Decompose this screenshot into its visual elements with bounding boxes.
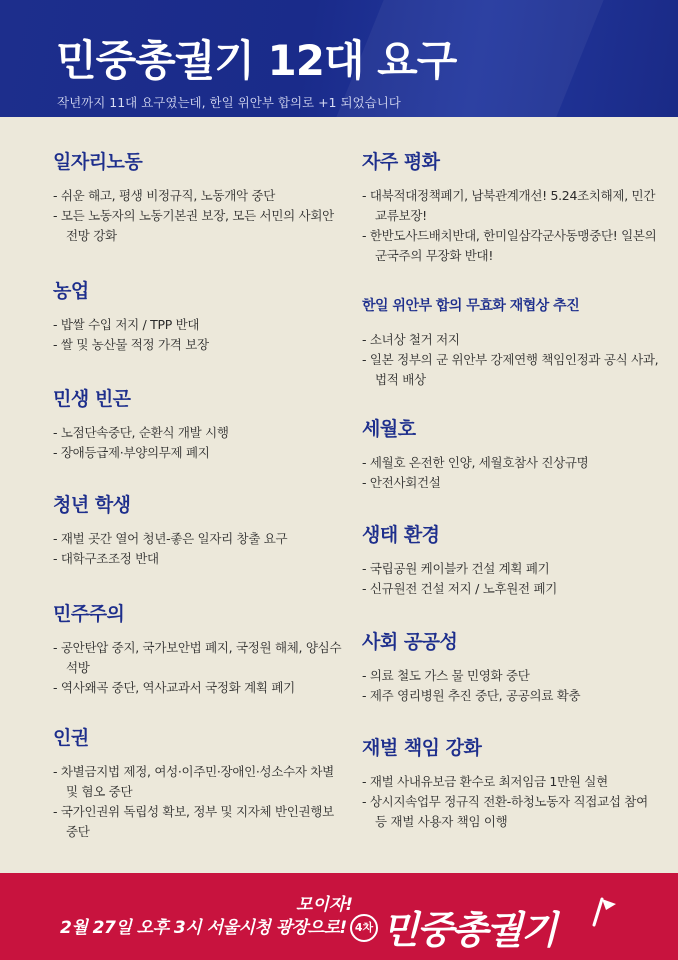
section-title: 생태 환경 bbox=[362, 524, 440, 546]
list-item: - 신규원전 건설 저지 / 노후원전 폐기 bbox=[362, 579, 662, 599]
list-item: - 안전사회건설 bbox=[362, 473, 662, 493]
round-badge: 4차 bbox=[350, 914, 378, 942]
section-independence-peace bbox=[362, 150, 662, 266]
flag-icon bbox=[586, 895, 620, 929]
list-item: - 일본 정부의 군 위안부 강제연행 책임인정과 공식 사과, 법적 배상 bbox=[362, 350, 662, 390]
page-title: 민중총궐기 12대 요구 bbox=[56, 36, 457, 85]
section-title: 세월호 bbox=[362, 418, 416, 440]
list-item: - 한반도사드배치반대, 한미일삼각군사동맹중단! 일본의 군국주의 무장화 반대! bbox=[362, 226, 662, 266]
list-item: - 공안탄압 중지, 국가보안법 폐지, 국정원 해체, 양심수 석방 bbox=[53, 638, 343, 678]
section-ecology-environment bbox=[362, 523, 662, 599]
item-list bbox=[362, 330, 662, 390]
footer-call: 모이자! bbox=[296, 895, 354, 915]
section-jobs-labor bbox=[53, 150, 343, 246]
section-sewol bbox=[362, 417, 662, 493]
section-title: 민생 빈곤 bbox=[53, 388, 131, 410]
list-item: - 상시지속업무 정규직 전환-하청노동자 직접교섭 참여 등 재벌 사용자 책임 이행 bbox=[362, 792, 662, 832]
list-item: - 밥쌀 수입 저지 / TPP 반대 bbox=[53, 315, 343, 335]
section-title: 농업 bbox=[53, 280, 89, 302]
item-list bbox=[53, 762, 343, 842]
section-youth-students bbox=[53, 493, 343, 569]
section-democracy bbox=[53, 602, 343, 698]
item-list bbox=[362, 772, 662, 832]
section-human-rights bbox=[53, 726, 343, 842]
section-title: 한일 위안부 합의 무효화 재협상 추진 bbox=[362, 298, 580, 314]
list-item: - 국립공원 케이블카 건설 계획 폐기 bbox=[362, 559, 662, 579]
section-title: 사회 공공성 bbox=[362, 631, 458, 653]
section-title: 인권 bbox=[53, 727, 89, 749]
footer-event: 2월 27일 오후 3시 서울시청 광장으로! bbox=[60, 918, 347, 938]
list-item: - 장애등급제·부양의무제 폐지 bbox=[53, 443, 343, 463]
item-list bbox=[362, 666, 662, 706]
list-item: - 노점단속중단, 순환식 개발 시행 bbox=[53, 423, 343, 443]
header-banner bbox=[0, 0, 678, 117]
section-title: 민주주의 bbox=[53, 603, 125, 625]
left-column bbox=[53, 150, 343, 842]
list-item: - 재벌 사내유보금 환수로 최저임금 1만원 실현 bbox=[362, 772, 662, 792]
item-list bbox=[362, 453, 662, 493]
section-title: 일자리노동 bbox=[53, 151, 143, 173]
item-list bbox=[362, 186, 662, 266]
item-list bbox=[53, 638, 343, 698]
section-public-sector bbox=[362, 630, 662, 706]
list-item: - 국가인권위 독립성 확보, 정부 및 지자체 반인권행보 중단 bbox=[53, 802, 343, 842]
item-list bbox=[53, 423, 343, 463]
list-item: - 제주 영리병원 추진 중단, 공공의료 확충 bbox=[362, 686, 662, 706]
list-item: - 대북적대정책폐기, 남북관계개선! 5.24조치해제, 민간교류보장! bbox=[362, 186, 662, 226]
section-agriculture bbox=[53, 279, 343, 355]
section-title: 자주 평화 bbox=[362, 151, 440, 173]
list-item: - 대학구조조정 반대 bbox=[53, 549, 343, 569]
item-list bbox=[53, 315, 343, 355]
item-list bbox=[53, 529, 343, 569]
footer-banner bbox=[0, 873, 678, 960]
list-item: - 재벌 곳간 열어 청년-좋은 일자리 창출 요구 bbox=[53, 529, 343, 549]
rally-logo: 민중총궐기 bbox=[382, 908, 556, 952]
list-item: - 차별금지법 제정, 여성·이주민·장애인·성소수자 차별 및 혐오 중단 bbox=[53, 762, 343, 802]
section-title: 청년 학생 bbox=[53, 494, 131, 516]
section-comfort-women-agreement bbox=[362, 294, 662, 390]
right-column bbox=[362, 150, 662, 832]
section-chaebol-responsibility bbox=[362, 736, 662, 832]
list-item: - 의료 철도 가스 물 민영화 중단 bbox=[362, 666, 662, 686]
list-item: - 쌀 및 농산물 적정 가격 보장 bbox=[53, 335, 343, 355]
list-item: - 소녀상 철거 저지 bbox=[362, 330, 662, 350]
list-item: - 쉬운 해고, 평생 비정규직, 노동개악 중단 bbox=[53, 186, 343, 206]
section-title: 재벌 책임 강화 bbox=[362, 737, 482, 759]
list-item: - 역사왜곡 중단, 역사교과서 국정화 계획 폐기 bbox=[53, 678, 343, 698]
item-list bbox=[53, 186, 343, 246]
list-item: - 세월호 온전한 인양, 세월호참사 진상규명 bbox=[362, 453, 662, 473]
section-livelihood bbox=[53, 387, 343, 463]
item-list bbox=[362, 559, 662, 599]
page-subtitle: 작년까지 11대 요구였는데, 한일 위안부 합의로 +1 되었습니다 bbox=[57, 95, 401, 110]
list-item: - 모든 노동자의 노동기본권 보장, 모든 서민의 사회안전망 강화 bbox=[53, 206, 343, 246]
